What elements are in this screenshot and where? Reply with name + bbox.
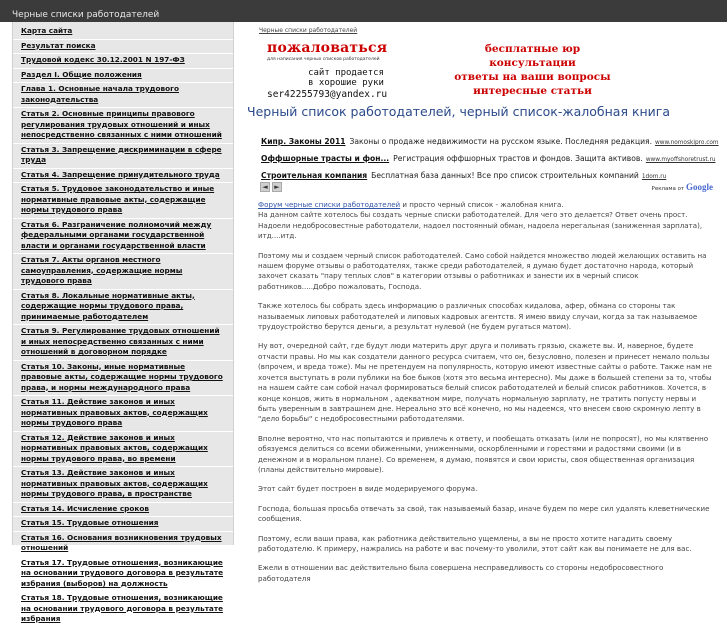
page-title: Черный список работодателей, черный список-жалобная книга — [247, 104, 671, 119]
ad-text: Бесплатная база данных! Все про список строительных компаний — [371, 171, 639, 180]
complaint-banner[interactable] — [267, 41, 425, 113]
sidebar-item[interactable]: Статья 17. Трудовые отношения, возникающие на основании трудового договора в результате избрания (выборов) на должность — [13, 557, 233, 593]
ad-item — [261, 170, 717, 183]
sidebar-item[interactable]: Статья 6. Разграничение полномочий между федеральными органами государственной власти и органами государственной власти — [13, 219, 233, 255]
ad-block — [261, 136, 717, 187]
sidebar-item[interactable]: Статья 3. Запрещение дискриминации в сфере труда — [13, 144, 233, 169]
sidebar-item[interactable]: Статья 8. Локальные нормативные акты, содержащие нормы трудового права, принимаемые работодателем — [13, 290, 233, 326]
banner-subtitle: для написания черных списков работодателей — [267, 57, 380, 62]
ad-text: Законы о продаже недвижимости на русском языке. Последняя редакция. — [349, 137, 653, 146]
ad-url[interactable]: www.myoffshoretrust.ru — [645, 157, 716, 163]
sidebar-item[interactable]: Статья 18. Трудовые отношения, возникающие на основании трудового договора в результате избрания — [13, 592, 233, 628]
ad-pager — [260, 182, 284, 192]
banner-sale-line1: сайт продается — [308, 68, 384, 78]
sidebar-item[interactable]: Статья 14. Исчисление сроков — [13, 503, 233, 518]
banner-sale — [267, 68, 425, 88]
sidebar-item[interactable]: Статья 11. Действие законов и иных нормативных правовых актов, содержащих нормы трудового права — [13, 396, 233, 432]
paragraph: Поэтому, если ваши права, как работника действительно ущемлены, а вы не просто хотите нагадить своему работодателю. К примеру, нажрались на работе и вас почему-то уволили, этот сайт как вы понимаете не для вас. — [258, 533, 692, 553]
forum-link[interactable]: Форум черные списки работодателей — [258, 200, 401, 209]
ad-link[interactable]: Кипр. Законы 2011 — [261, 137, 346, 146]
prev-arrow-icon[interactable]: ◄ — [260, 182, 270, 192]
sidebar-item[interactable]: Карта сайта — [13, 25, 233, 40]
ad-link[interactable]: Оффшорные трасты и фон... — [261, 154, 390, 163]
paragraph: Ну вот, очередной сайт, где будут люди материть друг друга и поливать грязью, скажете вы. И, наверное, будете отчасти правы. Но мы как создатели данного ресурса считаем, что он, безусловно, полезен и принесет немало пользы (впрочем, и вреда тоже). Мы не претендуем на популярность, которую имеют известные сайты о работе. Также нам не хочется выступать в роли публики на бое быков (хотя это весьма интересно). Мы даже в большей степени за то, чтобы на нашем сайте сам собой начал формироваться белый список работодателей и белый список работников. Хочется, в конце концов, жить в нормальном , адекватном мире, получать нормальную зарплату, не тратить попусту нервы и быть уверенным в завтрашнем дне. Нереально это всё конечно, но мы надеемся, что внесем свою скромную лепту в "дело борьбы" с недобросовестными работодателями. — [258, 341, 712, 424]
sidebar-item[interactable]: Статья 15. Трудовые отношения — [13, 517, 233, 532]
paragraph: Также хотелось бы собрать здесь информацию о различных способах кидалова, афер, обмана со стороны так называемых липовых работодателей и липовых кадровых агентств. Я имею ввиду случаи, когда за так называемое трудоустройство берутся деньги, а результат нулевой (не будем ругаться матом). — [258, 301, 698, 332]
sidebar-item[interactable]: Статья 16. Основания возникновения трудовых отношений — [13, 532, 233, 557]
article-body — [258, 200, 713, 593]
banner-title: пожаловаться — [267, 40, 388, 56]
paragraph: Ежели в отношении вас действительно была совершена несправедливость со стороны недобросовестного работодателя — [258, 563, 664, 583]
paragraph-text: На данном сайте хотелось бы создать черные списки работодателей. Для чего это делается? Ответ очень прост. Надоели недобросовестные работодатели, надоел постоянный обман, надоела нерегальная (заниженная зарплата), итд....итд. — [258, 210, 703, 241]
consult-banner[interactable] — [445, 42, 620, 98]
sidebar-item[interactable]: Статья 2. Основные принципы правового регулирования трудовых отношений и иных непосредственно связанных с ними отношений — [13, 108, 233, 144]
consult-line-2: ответы на ваши вопросы — [454, 71, 611, 83]
intro-text: и простo черный список - жалобная книга. — [400, 200, 564, 209]
sidebar-item[interactable]: Результат поиска — [13, 40, 233, 55]
ads-by-google[interactable] — [652, 182, 714, 192]
banner-email: ser42255793@yandex.ru — [267, 89, 388, 100]
paragraph: Этот сайт будет построен в виде модерируемого форума. — [258, 484, 478, 494]
sidebar — [12, 22, 234, 623]
ad-item — [261, 153, 717, 166]
sidebar-item[interactable]: Статья 9. Регулирование трудовых отношений и иных непосредственно связанных с ними отношений в договорном порядке — [13, 325, 233, 361]
paragraph: Вполне вероятно, что нас попытаются и привлечь к ответу, и пообещать отказать (или не попросят), но мы клятвенно обязуемся делиться со всеми обиженными, униженными, оскорбленными и горестями и радостями своими (и в денежном и в моральном плане). Со временем, я думаю, появятся и свои юристы, своя общественная организация (планы действительно мировые). — [258, 433, 709, 474]
site-title: Черные списки работодателей — [12, 10, 160, 20]
banner-sale-line2: в хорошие руки — [308, 78, 384, 88]
google-logo: Google — [686, 182, 713, 192]
top-title-bar — [0, 0, 727, 22]
ad-text: Регистрация оффшорных трастов и фондов. Защита активов. — [393, 154, 643, 163]
intro-paragraph — [258, 200, 713, 242]
ads-by-label: Реклама от — [651, 186, 685, 192]
ad-url[interactable]: www.nomoskipro.com — [655, 140, 719, 146]
sidebar-item[interactable]: Раздел I. Общие положения — [13, 69, 233, 84]
sidebar-item[interactable]: Статья 12. Действие законов и иных нормативных правовых актов, содержащих нормы трудового права, во времени — [13, 432, 233, 468]
main-content — [245, 22, 719, 583]
sidebar-item[interactable]: Статья 13. Действие законов и иных нормативных правовых актов, содержащих нормы трудового права, в пространстве — [13, 467, 233, 503]
sidebar-item[interactable]: Статья 5. Трудовое законодательство и иные нормативные правовые акты, содержащие нормы трудового права — [13, 183, 233, 219]
ad-link[interactable]: Строительная компания — [261, 171, 368, 180]
consult-line-1: бесплатные юр консультации — [484, 43, 581, 69]
sidebar-item[interactable]: Трудовой кодекс 30.12.2001 N 197-ФЗ — [13, 54, 233, 69]
sidebar-item[interactable]: Статья 10. Законы, иные нормативные правовые акты, содержащие нормы трудового права, и нормы международного права — [13, 361, 233, 397]
next-arrow-icon[interactable]: ► — [272, 182, 282, 192]
paragraph: Господа, большая просьба отвечать за свой, так называемый базар, иначе будем по мере сил удалять клеветнические сообщения. — [258, 503, 710, 524]
consult-line-3: интересные статьи — [473, 85, 592, 97]
sidebar-item[interactable]: Глава 1. Основные начала трудового законодательства — [13, 83, 233, 108]
sidebar-item[interactable]: Статья 7. Акты органов местного самоуправления, содержащие нормы трудового права — [13, 254, 233, 290]
ad-url[interactable]: 1dom.ru — [641, 174, 667, 180]
ad-item — [261, 136, 717, 149]
breadcrumb[interactable]: Черные списки работодателей — [259, 27, 358, 34]
paragraph: Поэтому мы и создаем черный список работодателей. Само собой найдется множество людей желающих оставить на нашем форуме отзывы о работодателях, также среди работодателей, я думаю будет достаточно народа, который захочет сказать "пару теплых слов" в категории отзывы о работниках и занести их в черный список работников.....Добро пожаловать, Господа. — [258, 250, 707, 291]
sidebar-item[interactable]: Статья 4. Запрещение принудительного труда — [13, 169, 233, 184]
